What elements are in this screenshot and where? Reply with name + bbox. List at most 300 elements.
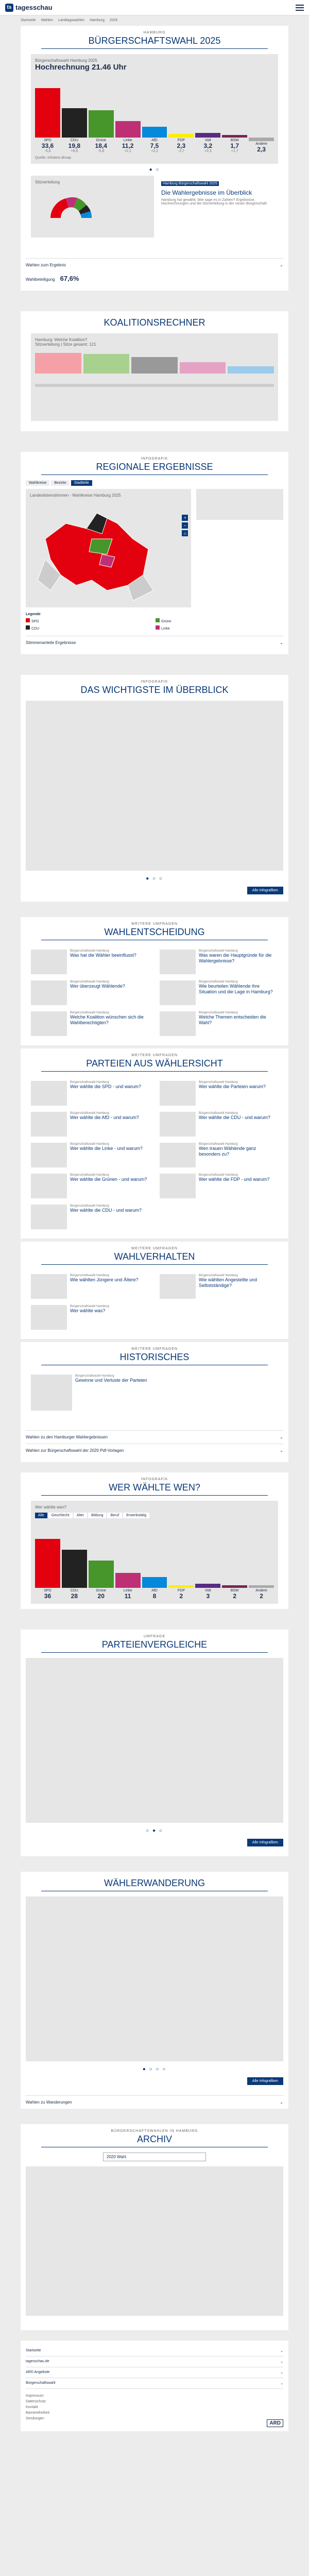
bar-value: 8 — [152, 1592, 157, 1600]
bar-value: 1,7 — [230, 142, 239, 149]
breadcrumb-item[interactable]: Hamburg — [90, 19, 105, 22]
overview-section-title: DAS WICHTIGSTE IM ÜBERBLICK — [80, 685, 229, 695]
decision-grid — [26, 945, 283, 1040]
tile-thumbnail — [160, 950, 196, 974]
footer-link[interactable] — [26, 2346, 283, 2357]
behaviour-title: WAHLVERHALTEN — [41, 1251, 268, 1265]
bar-value: 2 — [260, 1592, 263, 1600]
tab-erwerbstaetig[interactable]: Erwerbstätig — [123, 1513, 149, 1518]
hamburg-map[interactable] — [30, 503, 164, 606]
migration-slider[interactable] — [26, 1896, 283, 2061]
tile-meta: Bürgerschaftswahl Hamburg — [199, 1081, 238, 1084]
carousel-dots[interactable]: ● ○ — [149, 167, 160, 173]
legend-swatch — [156, 625, 160, 630]
bar-column — [89, 76, 114, 153]
bar-label: AfD — [151, 1589, 158, 1592]
overview-kicker: Hamburg Bürgerschaftswahl 2025 — [161, 181, 219, 186]
archive-kicker: BÜRGERSCHAFTSWAHLEN IN HAMBURG — [111, 2129, 198, 2133]
bar-column — [62, 76, 87, 153]
bar-label: Linke — [123, 1589, 132, 1592]
footer — [21, 2341, 288, 2431]
who-voted-sub: Wer wählte wen? — [35, 1505, 67, 1510]
tile-thumbnail — [31, 1011, 67, 1036]
bar-column — [142, 1522, 167, 1600]
results-expander[interactable] — [26, 258, 283, 272]
article-tile[interactable] — [160, 1174, 278, 1198]
bar[interactable] — [168, 134, 194, 138]
tile-thumbnail — [160, 1112, 196, 1137]
history-link-1[interactable] — [26, 1430, 283, 1444]
coalition-title: KOALITIONSRECHNER — [104, 317, 205, 328]
bar[interactable] — [249, 1585, 274, 1588]
bar-column — [195, 1522, 220, 1600]
tile-thumbnail — [31, 980, 67, 1005]
bar-column — [249, 1522, 274, 1600]
tab-alle[interactable]: Alle — [35, 1513, 47, 1518]
bar-label: FDP — [177, 1589, 185, 1592]
election-title: BÜRGERSCHAFTSWAHL 2025 — [41, 36, 268, 49]
legend-swatch — [26, 625, 30, 630]
bar-column — [168, 1522, 194, 1600]
map-title: Landeslistenstimmen - Wahlkreise Hamburg 2025 — [30, 493, 121, 498]
bar-value: 18,4 — [95, 142, 107, 149]
comparison-slider[interactable] — [26, 1658, 283, 1823]
tile-meta: Bürgerschaftswahl Hamburg — [199, 1274, 238, 1277]
footer-small-link[interactable]: Barrierefreiheit — [26, 2411, 49, 2415]
tile-meta: Bürgerschaftswahl Hamburg — [70, 1081, 109, 1084]
migration-card — [21, 1872, 288, 2109]
tile-meta: Bürgerschaftswahl Hamburg — [70, 1112, 109, 1115]
article-tile[interactable] — [160, 1143, 278, 1167]
coalition-box — [31, 333, 278, 421]
bar[interactable] — [222, 1585, 247, 1588]
bar-value: 36 — [44, 1592, 52, 1600]
regional-kicker: INFOGRAFIK — [141, 457, 168, 461]
bar-value: 2 — [233, 1592, 237, 1600]
carousel-dots[interactable]: ● ○ ○ — [146, 876, 163, 882]
behaviour-kicker: WEITERE UMFRAGEN — [131, 1247, 178, 1250]
who-voted-title: WER WÄHLTE WEN? — [41, 1482, 268, 1496]
tile-title: Wer wählte was? — [70, 1308, 106, 1313]
breadcrumb — [0, 15, 309, 26]
ard-logo[interactable]: ARD — [267, 2419, 283, 2427]
tile-title: Wer wählte die CDU - und warum? — [70, 1208, 142, 1213]
decision-title: WAHLENTSCHEIDUNG — [41, 927, 268, 940]
article-tile[interactable] — [31, 950, 149, 974]
turnout-value: 67,6% — [60, 275, 79, 282]
tile-title: Wer wählte die CDU - und warum? — [199, 1115, 270, 1120]
coalition-label: Sitzverteilung | Sitze gesamt: 121 — [35, 342, 96, 347]
migration-expander[interactable] — [26, 2095, 283, 2109]
bar-column — [115, 76, 141, 153]
footer-link-label: Startseite — [26, 2349, 41, 2352]
bar-label: SPD — [44, 139, 52, 142]
article-tile[interactable] — [160, 980, 278, 1005]
bar-column — [142, 76, 167, 153]
tile-title: Wie wählten Angestellte und Selbstständige? — [199, 1277, 258, 1288]
comparison-card — [21, 1630, 288, 1856]
coalition-seat-bar[interactable] — [228, 366, 274, 374]
history-card — [21, 1342, 288, 1462]
bar-diff: +2,2 — [151, 149, 158, 153]
bar-value: 7,5 — [150, 142, 159, 149]
tile-thumbnail — [31, 950, 67, 974]
tile-title: Wer wählte die Linke - und warum? — [70, 1146, 143, 1151]
tile-title: Wer überzeugt Wählende? — [70, 984, 125, 989]
bar[interactable] — [62, 108, 87, 138]
footer-small-link[interactable]: Impressum — [26, 2394, 44, 2398]
tile-thumbnail — [160, 1081, 196, 1106]
tile-meta: Bürgerschaftswahl Hamburg — [70, 1205, 109, 1208]
election-card — [21, 26, 288, 291]
legend-swatch — [156, 618, 160, 622]
results-expander-label: Wahlen zum Ergebnis — [26, 263, 66, 267]
coalition-seat-bar[interactable] — [131, 357, 178, 374]
tile-title: Wer wählte die SPD - und warum? — [70, 1084, 141, 1089]
legend-item — [26, 618, 153, 623]
chevron-down-icon: ⌄ — [280, 1435, 283, 1439]
bar-diff: +2,3 — [204, 149, 212, 153]
legend-text: Grüne — [161, 620, 171, 623]
tile-title: Was hat die Wähler beeinflusst? — [70, 953, 136, 958]
bar-column — [35, 1522, 60, 1600]
tagesschau-logo-icon: ts — [5, 4, 13, 12]
chevron-down-icon: ⌄ — [280, 2371, 283, 2375]
footer-small-link[interactable]: Datenschutz — [26, 2400, 46, 2403]
bar[interactable] — [35, 88, 60, 138]
tile-thumbnail — [160, 980, 196, 1005]
carousel-dots[interactable]: ○ ● ○ — [146, 1828, 163, 1834]
bar-label: Linke — [123, 139, 132, 142]
footer-link[interactable] — [26, 2378, 283, 2389]
history-link-2-label: Wahlen zur Bürgerschaftswahl der 2020 Pdf-Vorlagen — [26, 1448, 124, 1453]
migration-title: WÄHLERWANDERUNG — [41, 1878, 268, 1891]
regional-title: REGIONALE ERGEBNISSE — [41, 462, 268, 475]
archive-card — [21, 2124, 288, 2330]
footer-link[interactable] — [26, 2367, 283, 2378]
chevron-down-icon: ⌄ — [280, 2100, 283, 2105]
bar-value: 33,6 — [41, 142, 54, 149]
tile-title: Wer wählte die Parteien warum? — [199, 1084, 266, 1089]
coalition-card — [21, 311, 288, 431]
footer-small-link[interactable]: Kontakt — [26, 2405, 38, 2409]
coalition-seat-bar[interactable] — [180, 362, 226, 374]
map-box — [26, 489, 191, 607]
footer-link[interactable] — [26, 2357, 283, 2367]
bar-column — [89, 1522, 114, 1600]
all-infographics-button[interactable]: Alle Infografiken — [247, 1839, 283, 1846]
coalition-seat-bar[interactable] — [35, 353, 81, 374]
chevron-down-icon: ⌄ — [280, 2349, 283, 2353]
regional-expander[interactable] — [26, 636, 283, 649]
bar-label: Volt — [204, 139, 211, 142]
archive-select[interactable]: 2020 Wahl — [103, 2153, 206, 2161]
tile-meta: Bürgerschaftswahl Hamburg — [70, 980, 109, 984]
carousel-dots[interactable]: ● ○ ○ ○ — [142, 2066, 167, 2072]
bar-label: Grüne — [96, 1589, 106, 1592]
coalition-sub: Hamburg: Welche Koalition? — [35, 337, 88, 342]
article-tile[interactable] — [31, 1143, 149, 1167]
seat-label: Sitzverteilung — [35, 180, 60, 184]
map-detail-box — [196, 489, 283, 520]
bar-value: 2 — [179, 1592, 183, 1600]
article-tile[interactable] — [31, 1305, 149, 1330]
tab-bezirke[interactable]: Bezirke — [51, 480, 69, 486]
article-tile[interactable] — [160, 1081, 278, 1106]
footer-link-label: tagesschau.de — [26, 2360, 49, 2363]
tile-title: Welche Themen entscheiden die Wahl? — [199, 1014, 266, 1025]
tile-title: Wer wählte die AfD - und warum? — [70, 1115, 139, 1120]
zoom-out-icon[interactable]: − — [182, 522, 188, 529]
result-chart-sub: Bürgerschaftswahl Hamburg 2025 — [35, 58, 97, 63]
tile-thumbnail — [31, 1081, 67, 1106]
result-source: Quelle: infratest dimap — [35, 156, 72, 160]
article-tile[interactable] — [31, 1274, 149, 1299]
bar[interactable] — [195, 1584, 220, 1588]
archive-title: ARCHIV — [41, 2134, 268, 2147]
bar-diff: -5,8 — [98, 149, 105, 153]
tile-meta: Bürgerschaftswahl Hamburg — [199, 1011, 238, 1014]
tile-title: Was waren die Hauptgründe für die Wahlergebnisse? — [199, 953, 272, 963]
breadcrumb-item[interactable]: Startseite — [21, 19, 36, 22]
bar-diff: +8,6 — [71, 149, 78, 153]
tile-thumbnail — [31, 1274, 67, 1299]
tile-meta: Bürgerschaftswahl Hamburg — [199, 950, 238, 953]
tile-meta: Bürgerschaftswahl Hamburg — [75, 1375, 114, 1378]
bar[interactable] — [62, 1550, 87, 1588]
chevron-down-icon: ⌄ — [280, 640, 283, 645]
tile-meta: Bürgerschaftswahl Hamburg — [70, 1305, 109, 1308]
who-voted-kicker: INFOGRAFIK — [141, 1478, 168, 1481]
bar-column — [115, 1522, 141, 1600]
bar-label: AfD — [151, 139, 158, 142]
footer-link-label: ARD Angebote — [26, 2370, 50, 2374]
tile-thumbnail — [160, 1174, 196, 1198]
tab-stadtteile[interactable]: Stadtteile — [71, 480, 92, 486]
coalition-seat-bar[interactable] — [83, 354, 130, 374]
bar-value: 2,3 — [257, 146, 266, 153]
overview-section-kicker: INFOGRAFIK — [141, 680, 168, 684]
tile-thumbnail — [160, 1274, 196, 1299]
breadcrumb-item[interactable]: Wahlen — [41, 19, 54, 22]
tile-thumbnail — [31, 1375, 72, 1411]
tile-meta: Bürgerschaftswahl Hamburg — [199, 1174, 238, 1177]
bar-column — [222, 1522, 247, 1600]
tile-meta: Bürgerschaftswahl Hamburg — [70, 1011, 109, 1014]
parties-card — [21, 1048, 288, 1239]
bar-value: 28 — [71, 1592, 78, 1600]
bar-value: 19,8 — [68, 142, 81, 149]
bar-diff: -2,7 — [178, 149, 184, 153]
bar-value: 11,2 — [122, 142, 134, 149]
article-tile[interactable] — [31, 1205, 149, 1229]
history-title: HISTORISCHES — [41, 1352, 268, 1365]
bar-label: FDP — [177, 139, 185, 142]
overview-title[interactable]: Die Wahlergebnisse im Überblick — [161, 189, 252, 196]
bar-label: Andere — [255, 142, 267, 146]
tab-bildung[interactable]: Bildung — [88, 1513, 106, 1518]
bar-label: Andere — [255, 1589, 267, 1592]
seat-distribution-box — [31, 176, 154, 238]
bar[interactable] — [195, 133, 220, 138]
legend-item — [156, 625, 283, 631]
bar-value: 20 — [97, 1592, 105, 1600]
result-chart-headline: Hochrechnung 21.46 Uhr — [35, 63, 127, 72]
bar-label: SPD — [44, 1589, 52, 1592]
chevron-down-icon: ⌄ — [280, 2360, 283, 2364]
parties-title: PARTEIEN AUS WÄHLERSICHT — [41, 1058, 268, 1072]
tile-meta: Bürgerschaftswahl Hamburg — [70, 1174, 109, 1177]
tile-meta: Bürgerschaftswahl Hamburg — [199, 1112, 238, 1115]
overview-slider[interactable] — [26, 701, 283, 871]
zoom-in-icon[interactable]: + — [182, 515, 188, 521]
tile-thumbnail — [160, 1011, 196, 1036]
bar[interactable] — [35, 1539, 60, 1588]
parties-grid — [26, 1077, 283, 1233]
bar[interactable] — [115, 1573, 141, 1588]
chevron-down-icon: ⌄ — [280, 263, 283, 267]
result-bar-chart — [35, 76, 274, 153]
article-tile[interactable] — [31, 1174, 149, 1198]
article-tile[interactable] — [160, 1011, 278, 1036]
bar-diff: +2,1 — [124, 149, 132, 153]
bar-column — [168, 76, 194, 153]
decision-kicker: WEITERE UMFRAGEN — [131, 922, 178, 926]
who-voted-bar-chart — [35, 1522, 274, 1600]
bar-label: Volt — [204, 1589, 211, 1592]
tile-meta: Bürgerschaftswahl Hamburg — [70, 1274, 109, 1277]
all-infographics-button[interactable]: Alle Infografiken — [247, 2077, 283, 2085]
result-chart-box — [31, 54, 278, 164]
bar-label: BSW — [230, 1589, 239, 1592]
election-kicker: HAMBURG — [143, 31, 166, 35]
bar[interactable] — [115, 121, 141, 138]
tile-title: Wie wählten Jüngere und Ältere? — [70, 1277, 139, 1282]
decision-card — [21, 917, 288, 1045]
bar-value: 3,2 — [203, 142, 213, 149]
legend-item — [156, 618, 283, 623]
footer-link-label: Bürgerschaftswahl — [26, 2381, 56, 2385]
bar-diff: +1,7 — [231, 149, 238, 153]
bar-value: 11 — [124, 1592, 131, 1600]
history-kicker: WEITERE UMFRAGEN — [131, 1347, 178, 1351]
article-tile[interactable] — [31, 1081, 149, 1106]
tile-title: Wen trauen Wählende ganz besonders zu? — [199, 1146, 256, 1157]
behaviour-grid — [26, 1270, 283, 1334]
article-tile[interactable] — [31, 1112, 149, 1137]
bar[interactable] — [89, 110, 114, 138]
overview-card — [21, 675, 288, 902]
chevron-down-icon: ⌄ — [280, 1448, 283, 1453]
tile-title: Welche Koalition wünschen sich die Wahlberechtigten? — [70, 1014, 144, 1025]
tile-title: Wie beurteilen Wählende ihre Situation und die Lage in Hamburg? — [199, 984, 273, 994]
legend-text: SPD — [31, 620, 39, 623]
tab-beruf[interactable]: Beruf — [107, 1513, 122, 1518]
parties-kicker: WEITERE UMFRAGEN — [131, 1054, 178, 1057]
bar[interactable] — [249, 138, 274, 141]
tile-title: Wer wählte die FDP - und warum? — [199, 1177, 270, 1182]
archive-content — [26, 2166, 283, 2316]
bar-label: CDU — [70, 1589, 78, 1592]
tile-meta: Bürgerschaftswahl Hamburg — [70, 1143, 109, 1146]
legend-item — [26, 625, 153, 631]
logo[interactable] — [5, 4, 53, 12]
article-tile[interactable] — [160, 950, 278, 974]
regional-expander-label: Stimmenanteile Ergebnisse — [26, 640, 76, 645]
regional-card — [21, 452, 288, 654]
tile-title: Wer wählte die Grünen - und warum? — [70, 1177, 147, 1182]
top-bar — [0, 0, 309, 15]
article-tile[interactable] — [31, 980, 149, 1005]
legend-text: CDU — [31, 627, 40, 631]
bar[interactable] — [168, 1585, 194, 1588]
bar-column — [62, 1522, 87, 1600]
migration-expander-label: Wahlen zu Wanderungen — [26, 2100, 72, 2105]
overview-text: Hamburg hat gewählt. Wie sage es in Zahlen? Ergebnisse, Hochrechnungen und die Sitzverteilung in der neuen Bürgerschaft. — [161, 198, 268, 206]
bar-value: 2,3 — [177, 142, 186, 149]
footer-small-link[interactable]: Sendungen — [26, 2417, 44, 2420]
all-infographics-button[interactable]: Alle Infografiken — [247, 887, 283, 894]
bar-diff: -5,6 — [44, 149, 51, 153]
bar-column — [195, 76, 220, 153]
tab-wahlkreise[interactable]: Wahlkreise — [26, 480, 49, 486]
tile-thumbnail — [31, 1174, 67, 1198]
tile-thumbnail — [31, 1305, 67, 1330]
chevron-down-icon: ⌄ — [280, 2382, 283, 2385]
legend-swatch — [26, 618, 30, 622]
seat-donut-chart — [45, 190, 97, 221]
comparison-title: PARTEIENVERGLEICHE — [41, 1639, 268, 1653]
history-tile[interactable] — [26, 1370, 283, 1415]
breadcrumb-item[interactable]: Landtagswahlen — [58, 19, 85, 22]
tab-geschlecht[interactable]: Geschlecht — [48, 1513, 73, 1518]
article-tile[interactable] — [160, 1274, 278, 1299]
bar-column — [222, 76, 247, 153]
bar[interactable] — [142, 1577, 167, 1588]
legend-label: Legende — [26, 613, 41, 616]
tile-thumbnail — [160, 1143, 196, 1167]
tile-thumbnail — [31, 1143, 67, 1167]
article-tile[interactable] — [31, 1011, 149, 1036]
tile-thumbnail — [31, 1205, 67, 1229]
bar-column — [249, 76, 274, 153]
comparison-kicker: UMFRAGE — [144, 1635, 165, 1638]
bar[interactable] — [222, 135, 247, 138]
article-tile[interactable] — [160, 1112, 278, 1137]
legend-text: Linke — [161, 627, 170, 631]
who-voted-card — [21, 1472, 288, 1609]
who-voted-box — [31, 1501, 278, 1604]
tile-title: Gewinne und Verluste der Parteien — [75, 1378, 147, 1383]
history-link-1-label: Wahlen zu den Hamburger Wahlergebnissen — [26, 1435, 108, 1439]
bar-label: Grüne — [96, 139, 106, 142]
turnout-label: Wahlbeteiligung — [26, 277, 55, 282]
bar-label: BSW — [230, 139, 239, 142]
bar[interactable] — [142, 127, 167, 138]
hamburger-menu-icon[interactable] — [296, 5, 304, 11]
tile-meta: Bürgerschaftswahl Hamburg — [199, 1143, 238, 1146]
tile-meta: Bürgerschaftswahl Hamburg — [70, 950, 109, 953]
breadcrumb-item: 2025 — [109, 19, 118, 22]
history-link-2[interactable] — [26, 1444, 283, 1457]
tab-alter[interactable]: Alter — [74, 1513, 87, 1518]
bar-label: CDU — [70, 139, 78, 142]
reset-icon[interactable]: ⌂ — [182, 530, 188, 536]
bar-value: 3 — [206, 1592, 210, 1600]
bar[interactable] — [89, 1561, 114, 1588]
behaviour-card — [21, 1242, 288, 1339]
tile-meta: Bürgerschaftswahl Hamburg — [199, 980, 238, 984]
